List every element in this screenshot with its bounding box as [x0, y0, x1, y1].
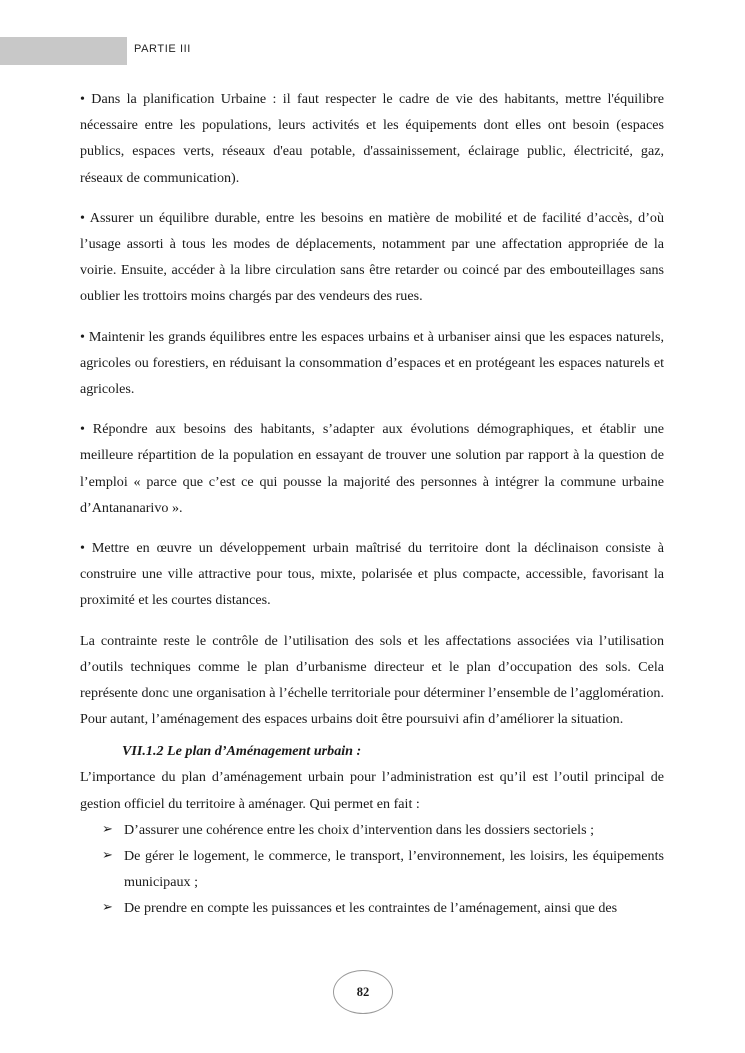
list-item-text: De prendre en compte les puissances et les contraintes de l’aménagement, ainsi que des: [124, 900, 618, 917]
arrow-bullet-icon: ➢: [102, 848, 113, 864]
arrow-bullet-icon: ➢: [102, 821, 113, 837]
section-heading: VII.1.2 Le plan d’Aménagement urbain :: [122, 743, 362, 760]
list-item-text: D’assurer une cohérence entre les choix d’intervention dans les dossiers sectoriels ;: [124, 821, 595, 838]
header-part-label: PARTIE III: [134, 43, 191, 55]
list-item-text: De gérer le logement, le commerce, le transport, l’environnement, les loisirs, les équipements municipaux ;: [124, 848, 664, 891]
list-item: [80, 817, 664, 843]
paragraph-spatial-balance: • Maintenir les grands équilibres entre les espaces urbains et à urbaniser ainsi que les espaces naturels, agricoles ou forestiers, en réduisant la consommation d’espaces et en protégeant les espaces naturels et agricoles.: [80, 328, 664, 398]
paragraph-inhabitants-needs: • Répondre aux besoins des habitants, s’adapter aux évolutions démographiques, et établir une meilleure répartition de la population en essayant de trouver une solution par rapport à la question de l’emploi « parce que c’est ce qui pousse la majorité des personnes à intégrer la commune urbaine d’Antananarivo ».: [80, 421, 664, 516]
paragraph-urban-planning: • Dans la planification Urbaine : il faut respecter le cadre de vie des habitants, mettre l'équilibre nécessaire entre les populations, leurs activités et les équipements dont elles ont besoin (espaces publics, espaces verts, réseaux d'eau potable, d'assainissement, éclairage public, électricité, gaz, réseaux de communication).: [80, 91, 664, 186]
paragraph-constraint: La contrainte reste le contrôle de l’utilisation des sols et les affectations associées via l’utilisation d’outils techniques comme le plan d’urbanisme directeur et le plan d’occupation des sols. Cela représente donc une organisation à l’échelle territoriale pour déterminer l’ensemble de l’agglomération. Pour autant, l’aménagement des espaces urbains doit être poursuivi afin d’améliorer la situation.: [80, 632, 664, 728]
page-content: [80, 86, 664, 922]
list-item: [80, 843, 664, 895]
paragraph-mobility: • Assurer un équilibre durable, entre les besoins en matière de mobilité et de facilité d’accès, d’où l’usage assorti à tous les modes de déplacements, notamment par une affectation appropriée de la voirie. Ensuite, accéder à la libre circulation sans être retarder ou coincé par des embouteillages sans oublier les trottoirs moins chargés par des vendeurs des rues.: [80, 209, 664, 305]
section-intro: L’importance du plan d’aménagement urbain pour l’administration est qu’il est l’outil principal de gestion officiel du territoire à aménager. Qui permet en fait :: [80, 769, 664, 812]
bullet-list: [80, 817, 664, 922]
page-number: 82: [333, 970, 393, 1014]
arrow-bullet-icon: ➢: [102, 900, 113, 916]
paragraph-urban-development: • Mettre en œuvre un développement urbain maîtrisé du territoire dont la déclinaison consiste à construire une ville attractive pour tous, mixte, polarisée et plus compacte, accessible, favorisant la proximité et les courtes distances.: [80, 540, 664, 609]
list-item: [80, 895, 664, 921]
header-bar: [0, 37, 127, 65]
